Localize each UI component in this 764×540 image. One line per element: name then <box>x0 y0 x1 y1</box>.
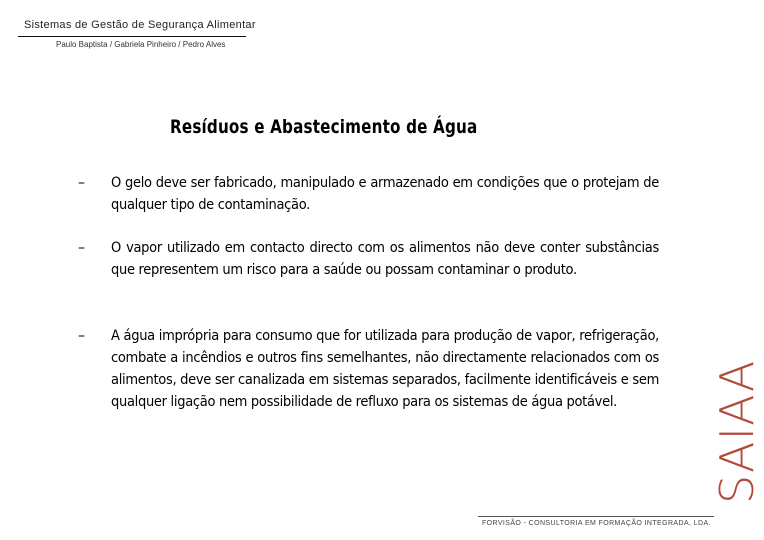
bullet-text: O gelo deve ser fabricado, manipulado e armazenado em condições que o protejam de qualquer tipo de contaminação. <box>111 175 659 213</box>
bullet-dash-icon: – <box>78 240 85 256</box>
bullet-dash-icon: – <box>78 328 85 344</box>
footer-divider <box>478 516 714 517</box>
bullet-dash-icon: – <box>78 175 85 191</box>
header-title: Sistemas de Gestão de Segurança Alimentar <box>24 19 256 31</box>
bullet-text: A água imprópria para consumo que for utilizada para produção de vapor, refrigeração, combate a incêndios e outros fins semelhantes, não directamente relacionados com os alimentos, deve ser canalizada em sistemas separados, facilmente identificáveis e sem qualquer ligação nem possibilidade de refluxo para os sistemas de água potável. <box>111 328 659 410</box>
brand-logo <box>668 344 764 504</box>
footer-text: FORVISÃO - CONSULTORIA EM FORMAÇÃO INTEGRADA, LDA. <box>482 520 711 527</box>
bullet-text: O vapor utilizado em contacto directo com os alimentos não deve conter substâncias que representem um risco para a saúde ou possam contaminar o produto. <box>111 240 659 278</box>
header-authors: Paulo Baptista / Gabriela Pinheiro / Pedro Alves <box>56 40 226 49</box>
page-title: Resíduos e Abastecimento de Água <box>170 116 478 138</box>
brand-logo-text: SAIAA <box>710 359 764 504</box>
